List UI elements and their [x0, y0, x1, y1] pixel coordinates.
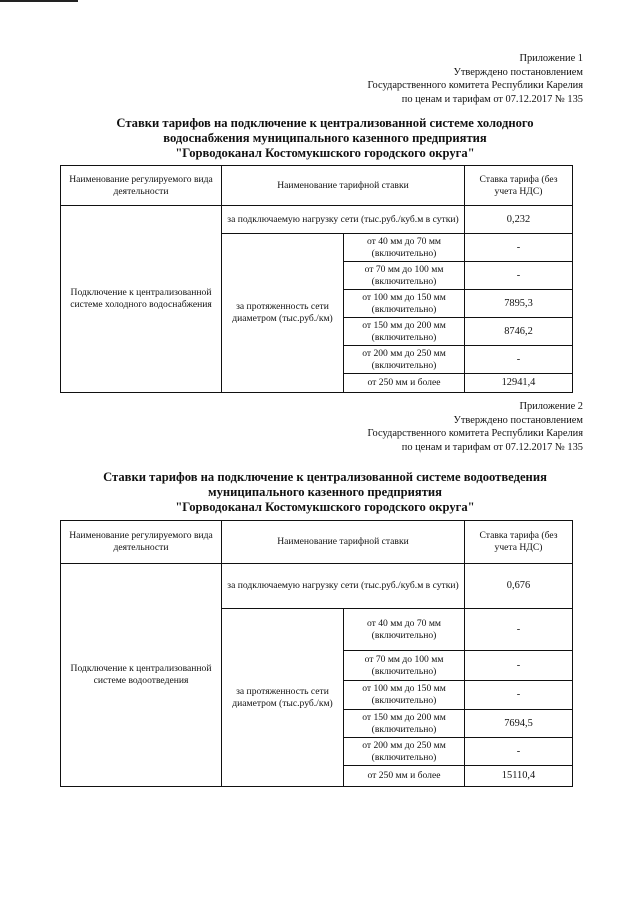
diameter-rate-value: 7694,5: [465, 710, 573, 738]
appendix-1-label: Приложение 1: [519, 53, 583, 64]
approval-authority: Государственного комитета Республики Карелия: [367, 428, 583, 440]
diameter-range: от 250 мм и более: [344, 374, 465, 393]
header-rate-value: Ставка тарифа (без учета НДС): [465, 166, 573, 206]
diameter-rate-value: -: [465, 234, 573, 262]
appendix-2-label: Приложение 2: [519, 401, 583, 412]
approval-decree: по ценам и тарифам от 07.12.2017 № 135: [401, 93, 583, 105]
appendix-1-tariff-table: [60, 165, 573, 393]
title-line: Ставки тарифов на подключение к централизованной системе холодного: [116, 116, 534, 130]
diameter-rate-value: -: [465, 738, 573, 766]
appendix-2-title: [60, 470, 590, 515]
table-header-row: [61, 521, 573, 564]
diameter-range: от 150 мм до 200 мм (включительно): [344, 710, 465, 738]
diameter-range: от 100 мм до 150 мм (включительно): [344, 290, 465, 318]
diameter-range: от 200 мм до 250 мм (включительно): [344, 738, 465, 766]
diameter-rate-value: -: [465, 651, 573, 681]
diameter-rate-value: -: [465, 681, 573, 710]
activity-cell: Подключение к централизованной системе водоотведения: [61, 564, 222, 787]
diameter-rate-value: -: [465, 609, 573, 651]
approval-authority: Государственного комитета Республики Карелия: [367, 80, 583, 92]
table-header-row: [61, 166, 573, 206]
diameter-range: от 40 мм до 70 мм (включительно): [344, 234, 465, 262]
diameter-range: от 70 мм до 100 мм (включительно): [344, 262, 465, 290]
title-line: "Горводоканал Костомукшского городского округа": [175, 500, 475, 514]
title-line: "Горводоканал Костомукшского городского округа": [175, 146, 475, 160]
approval-decree: по ценам и тарифам от 07.12.2017 № 135: [401, 441, 583, 453]
length-rate-label: за протяженность сети диаметром (тыс.руб./км): [222, 609, 344, 787]
appendix-1-approval-block: [367, 52, 583, 106]
title-line: Ставки тарифов на подключение к централизованной системе водоотведения: [103, 470, 547, 484]
diameter-range: от 40 мм до 70 мм (включительно): [344, 609, 465, 651]
diameter-rate-value: -: [465, 262, 573, 290]
diameter-rate-value: 8746,2: [465, 318, 573, 346]
diameter-rate-value: 15110,4: [465, 766, 573, 787]
load-rate-value: 0,232: [465, 206, 573, 234]
header-activity: Наименование регулируемого вида деятельности: [61, 521, 222, 564]
diameter-rate-value: 12941,4: [465, 374, 573, 393]
appendix-2-approval-block: [367, 400, 583, 454]
load-rate-label: за подключаемую нагрузку сети (тыс.руб./куб.м в сутки): [222, 206, 465, 234]
header-activity: Наименование регулируемого вида деятельности: [61, 166, 222, 206]
appendix-2-tariff-table: [60, 520, 573, 787]
title-line: муниципального казенного предприятия: [207, 485, 442, 499]
length-rate-label: за протяженность сети диаметром (тыс.руб./км): [222, 234, 344, 393]
diameter-range: от 200 мм до 250 мм (включительно): [344, 346, 465, 374]
diameter-rate-value: -: [465, 346, 573, 374]
diameter-range: от 250 мм и более: [344, 766, 465, 787]
load-rate-value: 0,676: [465, 564, 573, 609]
diameter-range: от 100 мм до 150 мм (включительно): [344, 681, 465, 710]
diameter-range: от 150 мм до 200 мм (включительно): [344, 318, 465, 346]
header-rate-value: Ставка тарифа (без учета НДС): [465, 521, 573, 564]
title-line: водоснабжения муниципального казенного предприятия: [163, 131, 487, 145]
load-rate-label: за подключаемую нагрузку сети (тыс.руб./куб.м в сутки): [222, 564, 465, 609]
activity-cell: Подключение к централизованной системе холодного водоснабжения: [61, 206, 222, 393]
table-row: [61, 206, 573, 234]
diameter-rate-value: 7895,3: [465, 290, 573, 318]
header-rate-name: Наименование тарифной ставки: [222, 521, 465, 564]
scan-edge-mark: [0, 0, 78, 2]
approval-line: Утверждено постановлением: [453, 414, 583, 426]
diameter-range: от 70 мм до 100 мм (включительно): [344, 651, 465, 681]
table-row: [61, 564, 573, 609]
appendix-1-title: [60, 116, 590, 161]
approval-line: Утверждено постановлением: [453, 66, 583, 78]
header-rate-name: Наименование тарифной ставки: [222, 166, 465, 206]
